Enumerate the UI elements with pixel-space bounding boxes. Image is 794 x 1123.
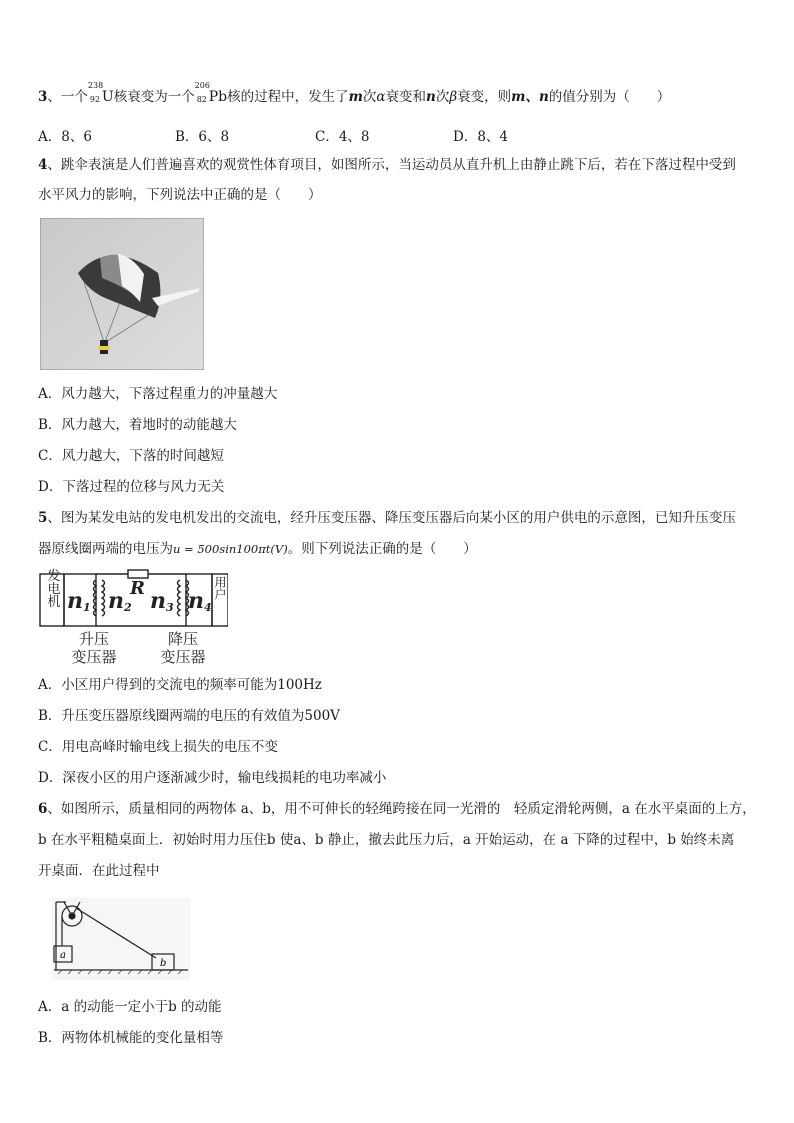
q5-option-d[interactable]: D．深夜小区的用户逐渐减少时，输电线损耗的电功率减小 bbox=[38, 770, 387, 786]
q4-stem-line2: 水平风力的影响，下列说法中正确的是（ ） bbox=[38, 187, 322, 203]
n3-label: n3 bbox=[150, 588, 174, 614]
q3-option-a[interactable]: A．8、6 bbox=[38, 129, 92, 145]
power-transmission-diagram bbox=[38, 566, 228, 670]
voltage-formula: u = 500sin100πt(V) bbox=[173, 542, 288, 556]
uranium-nuclide: 238 92 U bbox=[87, 81, 114, 105]
step-down-label-1: 降压 bbox=[167, 630, 199, 648]
block-b-label: b bbox=[160, 958, 167, 969]
step-up-label-1: 升压 bbox=[78, 630, 110, 648]
q5-stem-line1: 5、图为某发电站的发电机发出的交流电，经升压变压器、降压变压器后向某小区的用户供电的示意图，已知升压变压 bbox=[38, 510, 736, 526]
resistor-label: R bbox=[130, 578, 145, 599]
q6-stem-line2: b 在水平粗糙桌面上．初始时用力压住b 使a、b 静止，撤去此压力后，a 开始运动，在 a 下降的过程中，b 始终未离 bbox=[38, 832, 735, 848]
lead-nuclide: 206 82 Pb bbox=[194, 81, 228, 105]
q4-option-a[interactable]: A．风力越大，下落过程重力的冲量越大 bbox=[38, 386, 278, 402]
q6-stem-line1: 6、如图所示，质量相同的两物体 a、b，用不可伸长的轻绳跨接在同一光滑的 轻质定滑轮两侧，a 在水平桌面的上方， bbox=[38, 801, 756, 817]
q6-option-a[interactable]: A．a 的动能一定小于b 的动能 bbox=[38, 999, 222, 1015]
q6-stem-line3: 开桌面．在此过程中 bbox=[38, 863, 160, 879]
parachute-photo bbox=[40, 218, 204, 370]
q5-option-a[interactable]: A．小区用户得到的交流电的频率可能为100Hz bbox=[38, 677, 322, 693]
q4-option-c[interactable]: C．风力越大，下落的时间越短 bbox=[38, 448, 224, 464]
n4-label: n4 bbox=[188, 588, 212, 614]
q4-option-b[interactable]: B．风力越大，着地时的动能越大 bbox=[38, 417, 237, 433]
pulley-diagram bbox=[52, 898, 190, 980]
q5-option-c[interactable]: C．用电高峰时输电线上损失的电压不变 bbox=[38, 739, 278, 755]
n1-label: n1 bbox=[67, 588, 91, 614]
q5-stem-line2: 器原线圈两端的电压为u = 500sin100πt(V)。则下列说法正确的是（ ） bbox=[38, 541, 477, 557]
q4-stem-line1: 4、跳伞表演是人们普遍喜欢的观赏性体育项目，如图所示，当运动员从直升机上由静止跳下后，若在下落过程中受到 bbox=[38, 157, 736, 173]
q5-option-b[interactable]: B．升压变压器原线圈两端的电压的有效值为500V bbox=[38, 708, 340, 724]
generator-label: 发电机 bbox=[44, 568, 60, 608]
block-a-label: a bbox=[60, 950, 66, 961]
n2-label: n2 bbox=[108, 588, 132, 614]
q3-number: 3 bbox=[38, 89, 48, 105]
q3-option-b[interactable]: B．6、8 bbox=[175, 129, 230, 145]
q3-option-c[interactable]: C．4、8 bbox=[315, 129, 370, 145]
q6-option-b[interactable]: B．两物体机械能的变化量相等 bbox=[38, 1030, 224, 1046]
q3-stem: 3、一个 238 92 U核衰变为一个 206 82 Pb核的过程中，发生了m次α衰变和n次β衰变，则m、n的值分别为（ ） bbox=[38, 81, 671, 105]
user-label: 用户 bbox=[213, 576, 227, 600]
step-down-label-2: 变压器 bbox=[160, 648, 206, 666]
step-up-label-2: 变压器 bbox=[71, 648, 117, 666]
q4-option-d[interactable]: D．下落过程的位移与风力无关 bbox=[38, 479, 225, 495]
q3-option-d[interactable]: D．8、4 bbox=[453, 129, 509, 145]
